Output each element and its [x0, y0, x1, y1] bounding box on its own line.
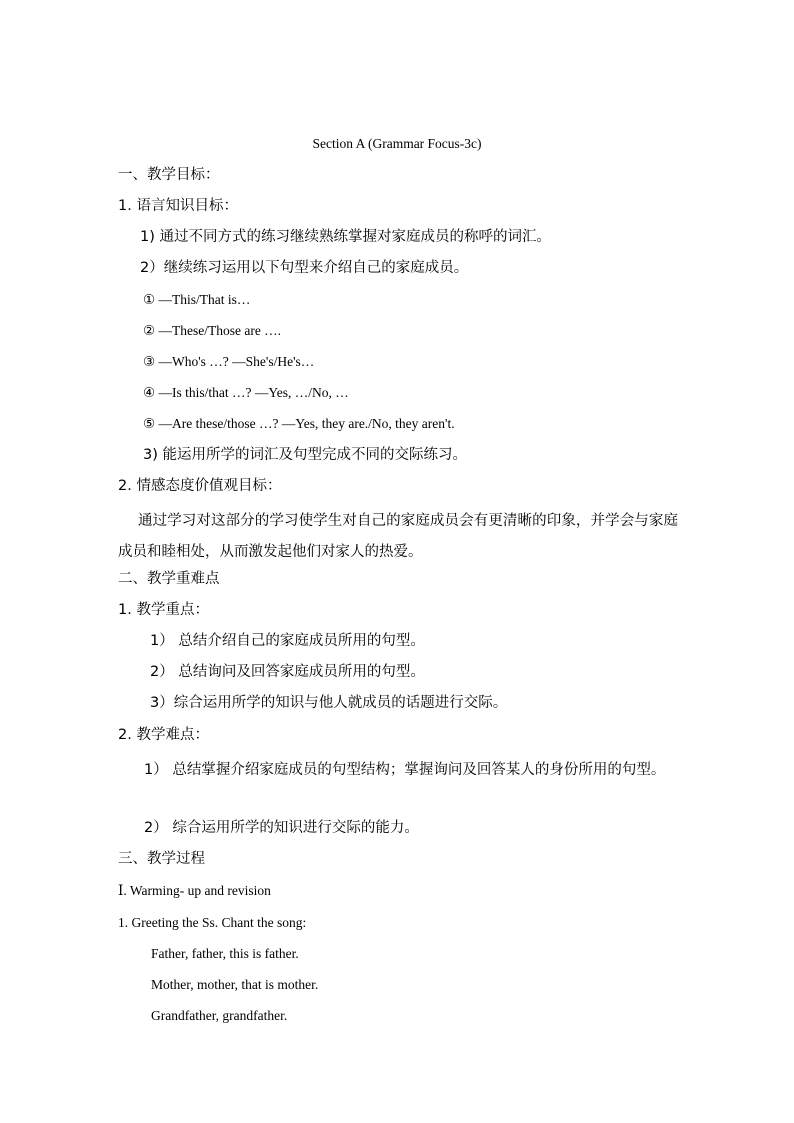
subheading-language-goals: 1. 语言知识目标： [118, 198, 238, 214]
heading-teaching-goals: 一、教学目标： [118, 167, 220, 183]
chant-line-1: Father, father, this is father. [151, 946, 299, 961]
focus-item-1: 1） 总结介绍自己的家庭成员所用的句型。 [150, 633, 425, 649]
section-title: Section A (Grammar Focus-3c) [312, 136, 482, 151]
goal-item-1: 1) 通过不同方式的练习继续熟练掌握对家庭成员的称呼的词汇。 [140, 229, 551, 245]
goal-item-2: 2）继续练习运用以下句型来介绍自己的家庭成员。 [140, 260, 469, 276]
focus-item-2: 2） 总结询问及回答家庭成员所用的句型。 [150, 664, 425, 680]
chant-line-2: Mother, mother, that is mother. [151, 977, 319, 992]
attitude-goal-paragraph: 通过学习对这部分的学习使学生对自己的家庭成员会有更清晰的印象，并学会与家庭成员和睦相处，从而激发起他们对家人的热爱。 [118, 513, 678, 560]
sentence-pattern-4: ④ —Is this/that …? —Yes, …/No, … [143, 385, 349, 400]
difficulty-item-1: 1） 总结掌握介绍家庭成员的句型结构；掌握询问及回答某人的身份所用的句型。 [144, 762, 666, 778]
chant-line-3: Grandfather, grandfather. [151, 1008, 288, 1023]
heading-key-points: 二、教学重难点 [118, 571, 220, 587]
subheading-teaching-difficulties: 2. 教学难点： [118, 727, 209, 743]
focus-item-3: 3）综合运用所学的知识与他人就成员的话题进行交际。 [150, 695, 508, 711]
goal-item-3: 3) 能运用所学的词汇及句型完成不同的交际练习。 [143, 447, 467, 463]
difficulty-item-2: 2） 综合运用所学的知识进行交际的能力。 [144, 820, 419, 836]
step-greeting: 1. Greeting the Ss. Chant the song: [118, 915, 307, 930]
sentence-pattern-3: ③ —Who's …? —She's/He's… [143, 354, 315, 369]
step-warming-up: Ⅰ. Warming- up and revision [118, 883, 271, 898]
sentence-pattern-1: ① —This/That is… [143, 292, 251, 307]
sentence-pattern-5: ⑤ —Are these/those …? —Yes, they are./No, they aren't. [143, 416, 455, 431]
subheading-teaching-focus: 1. 教学重点： [118, 602, 209, 618]
heading-teaching-process: 三、教学过程 [118, 851, 205, 867]
sentence-pattern-2: ② —These/Those are …. [143, 323, 282, 338]
subheading-attitude-goals: 2. 情感态度价值观目标： [118, 478, 282, 494]
